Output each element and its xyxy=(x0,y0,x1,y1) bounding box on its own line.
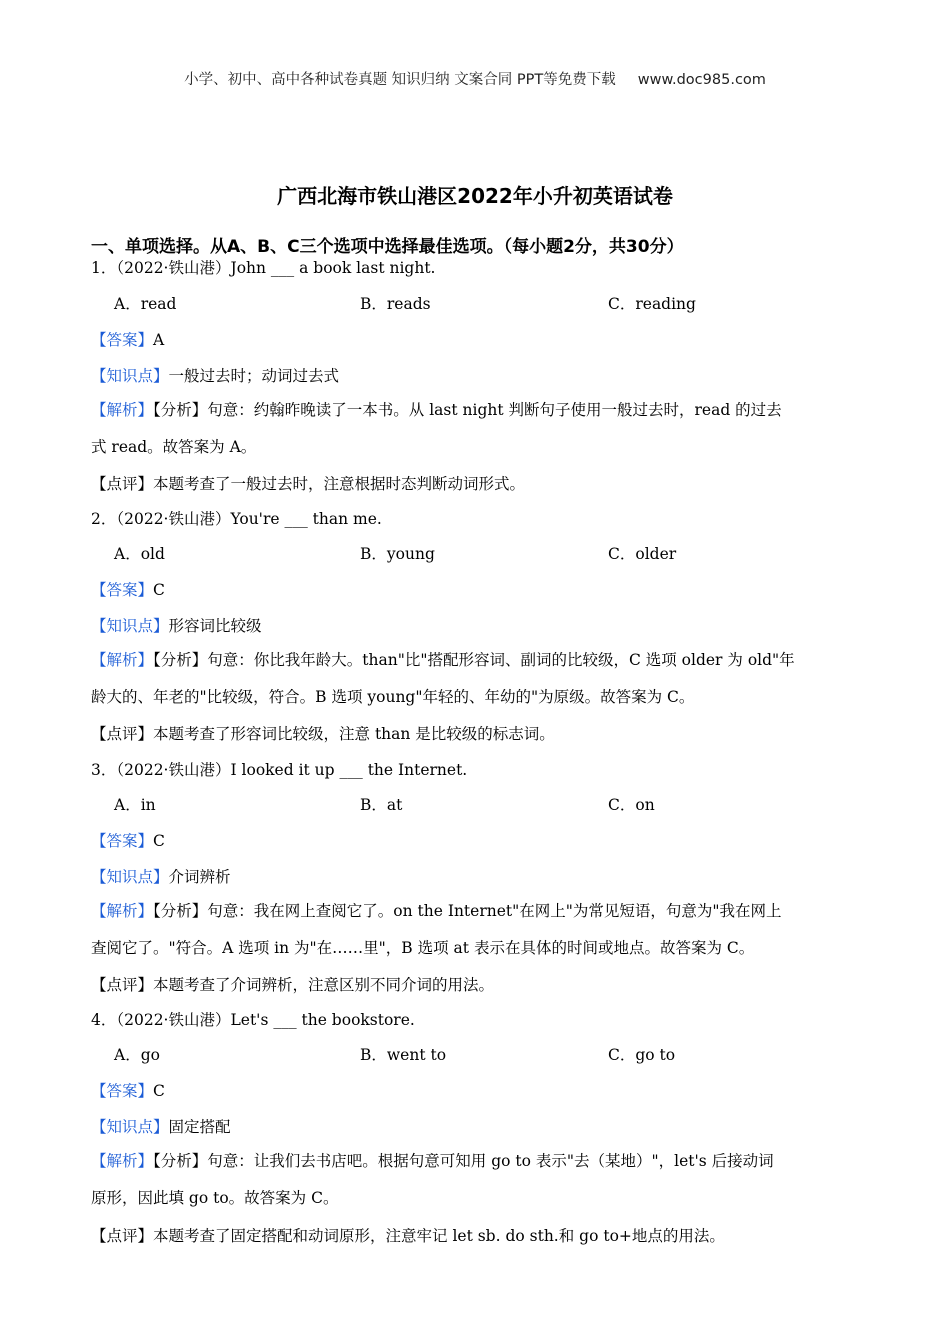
analysis-text: 【分析】句意：让我们去书店吧。根据句意可知用 go to 表示"去（某地）"，let's 后接动词 xyxy=(153,1152,774,1170)
option-a: A．go xyxy=(114,1046,160,1064)
question-stem: 1．（2022·铁山港）John ___ a book last night. xyxy=(91,259,436,277)
answer-label: 【答案】 xyxy=(91,832,154,850)
comment-line xyxy=(91,724,866,744)
comment-label: 【点评】 xyxy=(91,976,154,994)
knowledge-line xyxy=(91,366,866,386)
answer-value: C xyxy=(153,1082,165,1100)
analysis-line xyxy=(91,650,866,670)
question-stem: 2．（2022·铁山港）You're ___ than me. xyxy=(91,510,382,528)
option-b: B．young xyxy=(360,545,435,563)
comment-line xyxy=(91,1226,866,1246)
analysis-continuation: 查阅它了。"符合。A 选项 in 为"在……里"，B 选项 at 表示在具体的时间或地点。故答案为 C。 xyxy=(91,939,755,957)
knowledge-value: 固定搭配 xyxy=(168,1118,231,1136)
knowledge-label: 【知识点】 xyxy=(91,868,169,886)
option-c: C．go to xyxy=(608,1046,676,1064)
option-b: B．at xyxy=(360,796,403,814)
knowledge-value: 介词辨析 xyxy=(168,868,231,886)
comment-line xyxy=(91,474,866,494)
comment-text: 本题考查了介词辨析，注意区别不同介词的用法。 xyxy=(153,976,495,994)
option-a: A．in xyxy=(114,796,156,814)
comment-label: 【点评】 xyxy=(91,475,154,493)
analysis-text: 【分析】句意：你比我年龄大。than"比"搭配形容词、副词的比较级，C 选项 older 为 old"年 xyxy=(153,651,795,669)
answer-value: C xyxy=(153,581,165,599)
answer-value: C xyxy=(153,832,165,850)
header-site[interactable]: www.doc985.com xyxy=(637,72,766,88)
answer-line xyxy=(91,330,866,350)
analysis-line xyxy=(91,1151,866,1171)
analysis-label: 【解析】 xyxy=(91,902,154,920)
answer-line xyxy=(91,580,866,600)
analysis-label: 【解析】 xyxy=(91,651,154,669)
option-c: C．older xyxy=(608,545,677,563)
option-c: C．on xyxy=(608,796,655,814)
knowledge-value: 形容词比较级 xyxy=(168,617,262,635)
analysis-text: 【分析】句意：我在网上查阅它了。on the Internet"在网上"为常见短语，句意为"我在网上 xyxy=(153,902,782,920)
analysis-line xyxy=(91,901,866,921)
analysis-continuation: 式 read。故答案为 A。 xyxy=(91,438,257,456)
comment-text: 本题考查了一般过去时，注意根据时态判断动词形式。 xyxy=(153,475,526,493)
answer-line xyxy=(91,1081,866,1101)
answer-line xyxy=(91,831,866,851)
page-header xyxy=(0,68,950,89)
knowledge-value: 一般过去时；动词过去式 xyxy=(168,367,340,385)
option-b: B．went to xyxy=(360,1046,447,1064)
analysis-label: 【解析】 xyxy=(91,1152,154,1170)
knowledge-line xyxy=(91,616,866,636)
knowledge-label: 【知识点】 xyxy=(91,1118,169,1136)
option-b: B．reads xyxy=(360,295,431,313)
knowledge-label: 【知识点】 xyxy=(91,367,169,385)
answer-label: 【答案】 xyxy=(91,1082,154,1100)
option-c: C．reading xyxy=(608,295,696,313)
comment-line xyxy=(91,975,866,995)
knowledge-line xyxy=(91,1117,866,1137)
analysis-label: 【解析】 xyxy=(91,401,154,419)
comment-label: 【点评】 xyxy=(91,725,154,743)
question-stem: 4．（2022·铁山港）Let's ___ the bookstore. xyxy=(91,1011,415,1029)
option-a: A．old xyxy=(114,545,165,563)
question-stem: 3．（2022·铁山港）I looked it up ___ the Internet. xyxy=(91,761,468,779)
analysis-text: 【分析】句意：约翰昨晚读了一本书。从 last night 判断句子使用一般过去时，read 的过去 xyxy=(153,401,782,419)
analysis-continuation: 龄大的、年老的"比较级，符合。B 选项 young"年轻的、年幼的"为原级。故答案为 C。 xyxy=(91,688,695,706)
answer-label: 【答案】 xyxy=(91,331,154,349)
comment-text: 本题考查了形容词比较级，注意 than 是比较级的标志词。 xyxy=(153,725,555,743)
section-heading: 一、单项选择。从A、B、C三个选项中选择最佳选项。（每小题2分，共30分） xyxy=(91,237,684,257)
answer-value: A xyxy=(153,331,165,349)
comment-label: 【点评】 xyxy=(91,1227,154,1245)
header-text: 小学、初中、高中各种试卷真题 知识归纳 文案合同 PPT等免费下载 xyxy=(184,72,616,88)
knowledge-label: 【知识点】 xyxy=(91,617,169,635)
analysis-line xyxy=(91,400,866,420)
answer-label: 【答案】 xyxy=(91,581,154,599)
comment-text: 本题考查了固定搭配和动词原形，注意牢记 let sb. do sth.和 go to+地点的用法。 xyxy=(153,1227,725,1245)
analysis-continuation: 原形，因此填 go to。故答案为 C。 xyxy=(91,1189,339,1207)
option-a: A．read xyxy=(114,295,177,313)
page-title: 广西北海市铁山港区2022年小升初英语试卷 xyxy=(277,184,673,208)
knowledge-line xyxy=(91,867,866,887)
